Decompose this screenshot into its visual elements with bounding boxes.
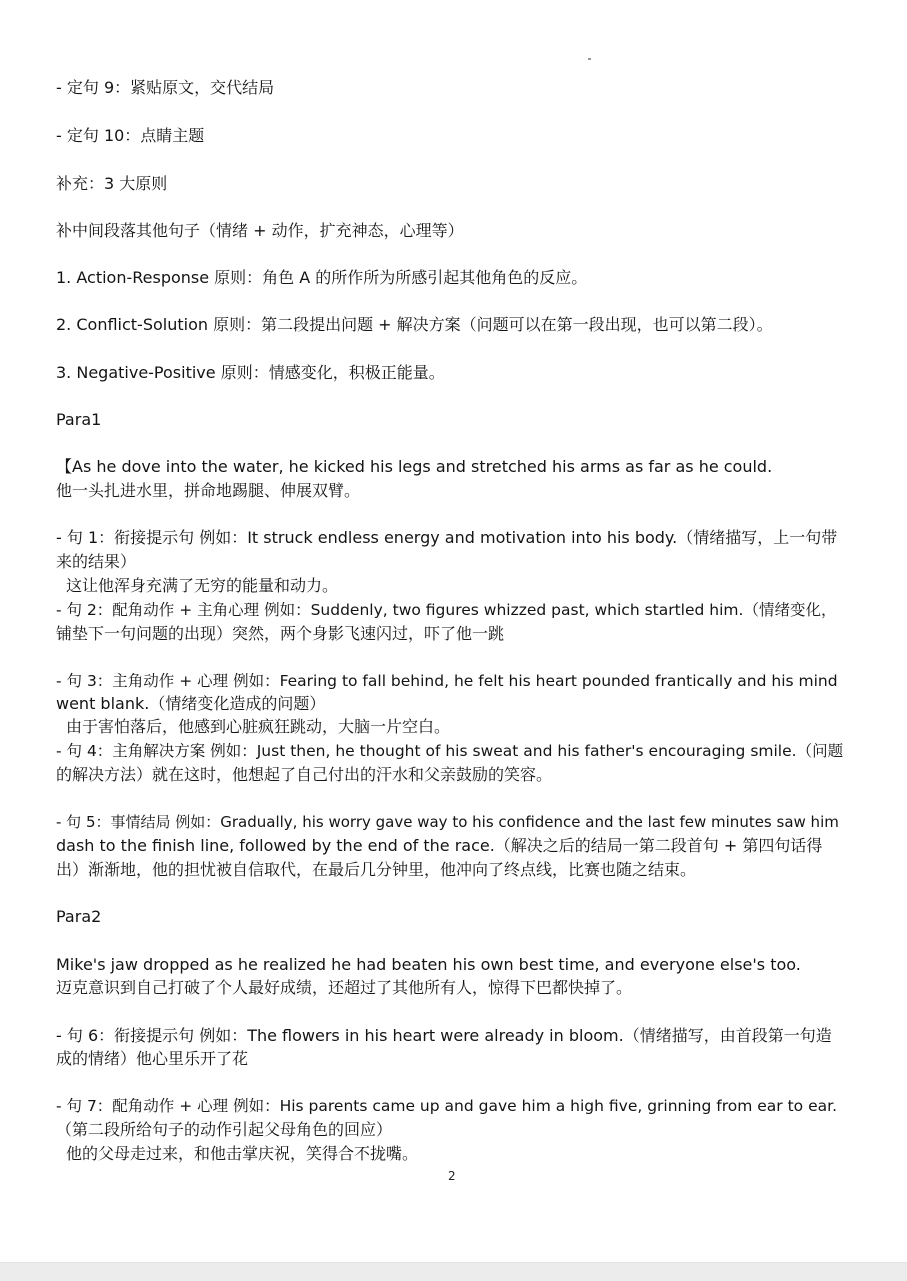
scan-mark [588,58,591,60]
text-line: 补中间段落其他句子（情绪 + 动作，扩充神态，心理等） [56,221,464,240]
text-line: - 句 6：衔接提示句 例如：The flowers in his heart were already in bloom.（情绪描写，由首段第一句造 [56,1026,832,1045]
text-line: 成的情绪）他心里乐开了花 [56,1049,249,1068]
text-line: 来的结果） [56,552,137,571]
bottom-edge [0,1262,907,1281]
text-line: 这让他浑身充满了无穷的能量和动力。 [66,576,339,595]
text-line: 迈克意识到自己打破了个人最好成绩，还超过了其他所有人，惊得下巴都快掉了。 [56,978,633,997]
text-line: - 句 1：衔接提示句 例如：It struck endless energy and motivation into his body.（情绪描写，上一句带 [56,528,838,547]
text-line: 3. Negative-Positive 原则：情感变化，积极正能量。 [56,363,445,382]
section-heading-para1: Para1 [56,410,102,429]
text-line: 【As he dove into the water, he kicked his legs and stretched his arms as far as he could. [56,457,773,476]
text-line: - 定句 10：点睛主题 [56,126,205,145]
page-number: 2 [448,1169,456,1183]
text-line: - 定句 9：紧贴原文，交代结局 [56,78,275,97]
text-line: （第二段所给句子的动作引起父母角色的回应） [56,1120,393,1139]
text-line: - 句 5：事情结局 例如：Gradually, his worry gave way to his confidence and the last few minutes saw him [56,813,839,831]
text-line: 出）渐渐地，他的担忧被自信取代，在最后几分钟里，他冲向了终点线，比赛也随之结束。 [56,860,697,879]
text-line: 他一头扎进水里，拼命地踢腿、伸展双臂。 [56,481,361,500]
text-line: dash to the finish line, followed by the end of the race.（解决之后的结局一第二段首句 + 第四句话得 [56,836,823,855]
text-line: 补充：3 大原则 [56,174,168,193]
text-line: 2. Conflict-Solution 原则：第二段提出问题 + 解决方案（问题可以在第一段出现，也可以第二段）。 [56,315,773,334]
text-line: - 句 2：配角动作 + 主角心理 例如：Suddenly, two figures whizzed past, which startled him.（情绪变化， [56,601,837,619]
text-line: - 句 7：配角动作 + 心理 例如：His parents came up and gave him a high five, grinning from ear to ear. [56,1097,838,1115]
text-line: - 句 3：主角动作 + 心理 例如：Fearing to fall behind, he felt his heart pounded frantically and his mind [56,672,838,690]
text-line: 他的父母走过来，和他击掌庆祝，笑得合不拢嘴。 [66,1144,419,1163]
text-line: 1. Action-Response 原则：角色 A 的所作所为所感引起其他角色的反应。 [56,268,588,287]
text-line: went blank.（情绪变化造成的问题） [56,694,326,713]
text-line: Mike's jaw dropped as he realized he had beaten his own best time, and everyone else's too. [56,955,801,974]
text-line: 铺垫下一句问题的出现）突然，两个身影飞速闪过，吓了他一跳 [56,624,505,643]
text-line: 的解决方法）就在这时，他想起了自己付出的汗水和父亲鼓励的笑容。 [56,765,553,784]
section-heading-para2: Para2 [56,907,102,926]
text-line: 由于害怕落后，他感到心脏疯狂跳动，大脑一片空白。 [66,717,451,736]
text-line: - 句 4：主角解决方案 例如：Just then, he thought of his sweat and his father's encouraging smile.（问题 [56,742,844,760]
